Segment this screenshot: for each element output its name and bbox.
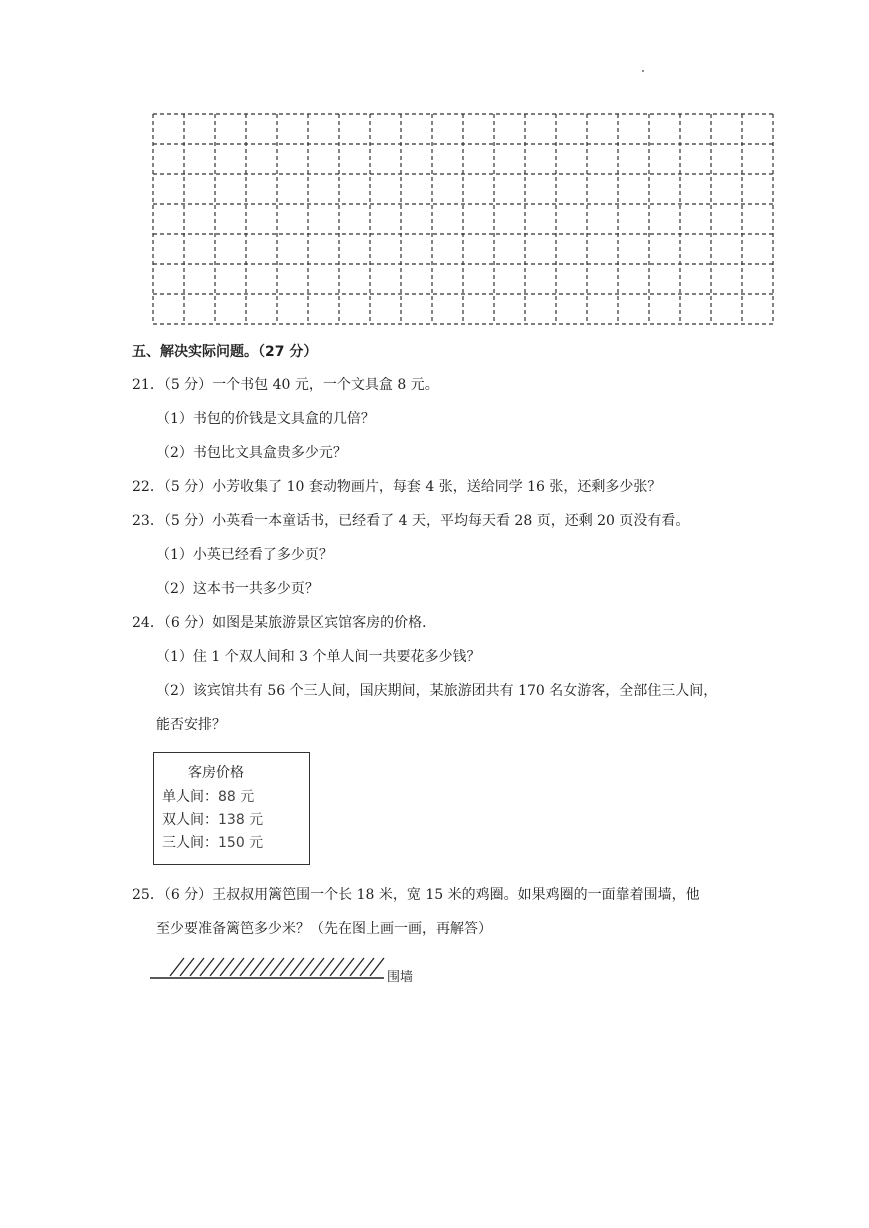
price-value: 88 元: [218, 789, 255, 805]
price-row-triple: [162, 832, 263, 852]
question-21-sub-1: （1）书包的价钱是文具盒的几倍？: [156, 411, 375, 427]
wall-label: 围墙: [387, 970, 414, 985]
question-21-sub-2: （2）书包比文具盒贵多少元？: [156, 445, 347, 461]
price-value: 138 元: [218, 812, 264, 828]
price-value: 150 元: [218, 835, 264, 851]
question-23-sub-2: （2）这本书一共多少页？: [156, 581, 319, 597]
question-24-sub-2: （2）该宾馆共有 56 个三人间，国庆期间，某旅游团共有 170 名女游客，全部住三人间，: [156, 683, 718, 699]
price-row-single: [162, 786, 254, 806]
question-21: 21．（5 分）一个书包 40 元，一个文具盒 8 元。: [132, 377, 439, 393]
page-dot: [642, 70, 644, 72]
price-label: 双人间：: [162, 812, 218, 828]
wall-diagram: [150, 956, 386, 984]
question-25-cont: 至少要准备篱笆多少米？（先在图上画一画，再解答）: [156, 921, 492, 937]
question-23: 23．（5 分）小英看一本童话书，已经看了 4 天，平均每天看 28 页，还剩 20 页没有看。: [132, 513, 690, 529]
question-22: 22．（5 分）小芳收集了 10 套动物画片，每套 4 张，送给同学 16 张，还剩多少张？: [132, 479, 662, 495]
price-label: 三人间：: [162, 835, 218, 851]
question-24: 24．（6 分）如图是某旅游景区宾馆客房的价格．: [132, 615, 437, 631]
room-price-table: [153, 752, 310, 865]
price-label: 单人间：: [162, 789, 218, 805]
question-24-sub-1: （1）住 1 个双人间和 3 个单人间一共要花多少钱？: [156, 649, 481, 665]
question-25: 25．（6 分）王叔叔用篱笆围一个长 18 米，宽 15 米的鸡圈。如果鸡圈的一面靠着围墙，他: [132, 887, 700, 903]
price-table-title: 客房价格: [188, 765, 244, 781]
question-24-sub-2-cont: 能否安排？: [156, 717, 226, 733]
question-23-sub-1: （1）小英已经看了多少页？: [156, 547, 333, 563]
price-row-double: [162, 809, 263, 829]
answer-grid: [152, 113, 774, 325]
section-heading: 五、解决实际问题。（27 分）: [132, 344, 318, 360]
